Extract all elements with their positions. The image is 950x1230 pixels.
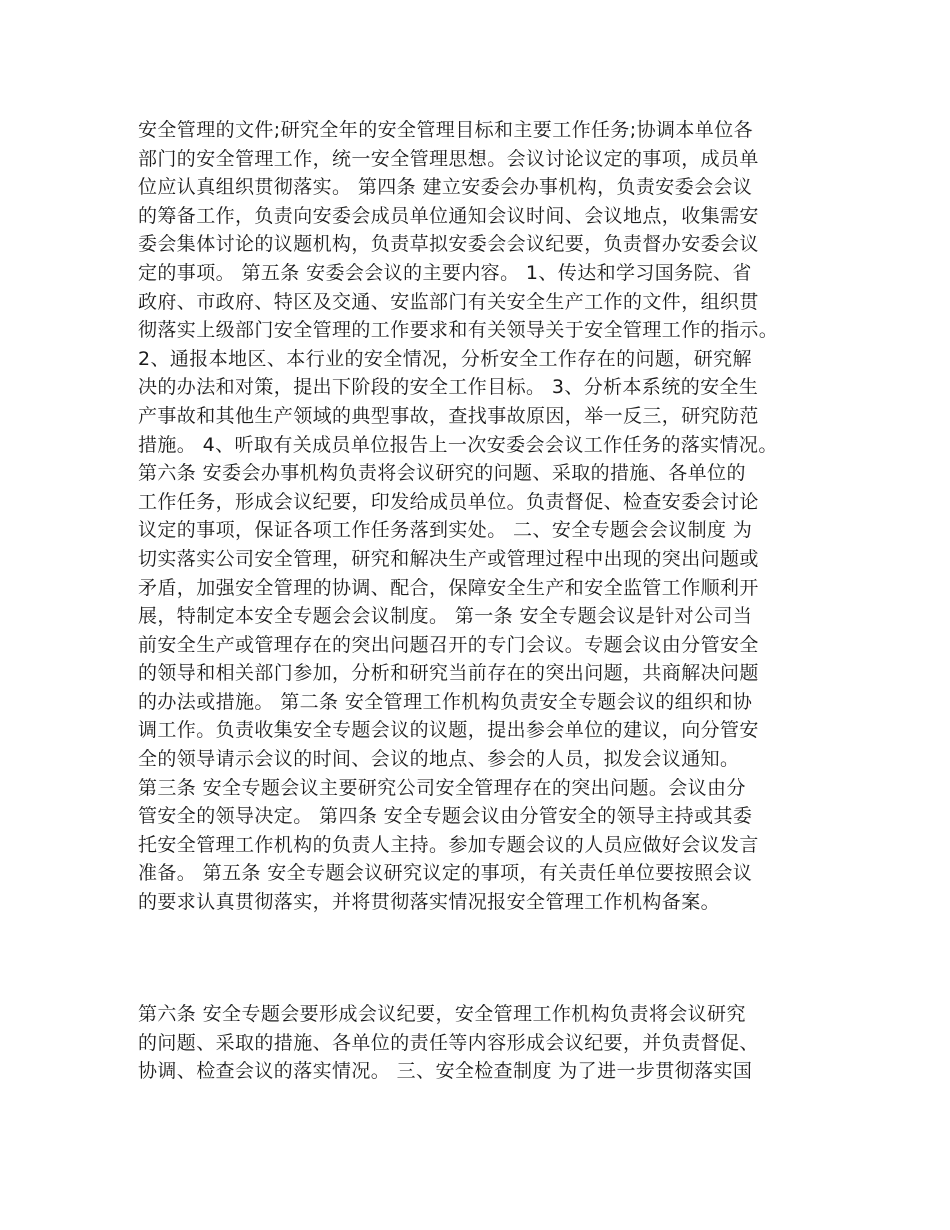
text-line: 措施。 4、听取有关成员单位报告上一次安委会会议工作任务的落实情况。 [138, 433, 778, 456]
text-line: 工作任务，形成会议纪要，印发给成员单位。负责督促、检查安委会讨论 [138, 490, 759, 513]
text-line: 第六条 安全专题会要形成会议纪要，安全管理工作机构负责将会议研究 [138, 1003, 746, 1025]
text-line: 展，特制定本安全专题会会议制度。 第一条 安全专题会议是针对公司当 [138, 605, 753, 628]
paragraph-2 [138, 1000, 828, 1086]
text-line: 位应认真组织贯彻落实。 第四条 建立安委会办事机构，负责安委会会议 [138, 176, 753, 199]
text-line: 的办法或措施。 第二条 安全管理工作机构负责安全专题会议的组织和协 [138, 690, 753, 713]
text-line: 协调、检查会议的落实情况。 三、安全检查制度 为了进一步贯彻落实国 [138, 1060, 753, 1083]
text-line: 安全管理的文件;研究全年的安全管理目标和主要工作任务;协调本单位各 [138, 119, 754, 141]
text-line: 决的办法和对策，提出下阶段的安全工作目标。 3、分析本系统的安全生 [138, 376, 759, 399]
text-line: 的筹备工作，负责向安委会成员单位通知会议时间、会议地点，收集需安 [138, 204, 759, 227]
text-line: 的要求认真贯彻落实，并将贯彻落实情况报安全管理工作机构备案。 [138, 891, 721, 914]
text-line: 第六条 安委会办事机构负责将会议研究的问题、采取的措施、各单位的 [138, 462, 746, 485]
text-line: 前安全生产或管理存在的突出问题召开的专门会议。专题会议由分管安全 [138, 633, 759, 656]
text-line: 彻落实上级部门安全管理的工作要求和有关领导关于安全管理工作的指示。 [138, 319, 779, 342]
text-line: 全的领导请示会议的时间、会议的地点、参会的人员，拟发会议通知。 [138, 748, 740, 771]
text-line: 管安全的领导决定。 第四条 安全专题会议由分管安全的领导主持或其委 [138, 805, 753, 828]
paragraph-1 [138, 116, 828, 917]
text-line: 第三条 安全专题会议主要研究公司安全管理存在的突出问题。会议由分 [138, 776, 746, 799]
text-line: 的领导和相关部门参加，分析和研究当前存在的突出问题，共商解决问题 [138, 662, 759, 685]
text-line: 部门的安全管理工作，统一安全管理思想。会议讨论议定的事项，成员单 [138, 147, 759, 170]
text-line: 的问题、采取的措施、各单位的责任等内容形成会议纪要，并负责督促、 [138, 1031, 759, 1054]
text-line: 矛盾，加强安全管理的协调、配合，保障安全生产和安全监管工作顺利开 [138, 576, 759, 599]
text-line: 政府、市政府、特区及交通、安监部门有关安全生产工作的文件，组织贯 [138, 290, 759, 313]
text-line: 定的事项。 第五条 安委会会议的主要内容。 1、传达和学习国务院、省 [138, 261, 752, 284]
text-line: 产事故和其他生产领域的典型事故，查找事故原因，举一反三，研究防范 [138, 404, 759, 427]
text-line: 议定的事项，保证各项工作任务落到实处。 二、安全专题会会议制度 为 [138, 519, 753, 542]
text-line: 调工作。负责收集安全专题会议的议题，提出参会单位的建议，向分管安 [138, 719, 759, 742]
text-line: 2、通报本地区、本行业的安全情况，分析安全工作存在的问题，研究解 [138, 347, 752, 370]
text-line: 委会集体讨论的议题机构，负责草拟安委会会议纪要，负责督办安委会议 [138, 233, 759, 256]
text-line: 准备。 第五条 安全专题会议研究议定的事项，有关责任单位要按照会议 [138, 862, 753, 885]
text-line: 切实落实公司安全管理，研究和解决生产或管理过程中出现的突出问题或 [138, 547, 759, 570]
text-line: 托安全管理工作机构的负责人主持。参加专题会议的人员应做好会议发言 [138, 833, 759, 856]
